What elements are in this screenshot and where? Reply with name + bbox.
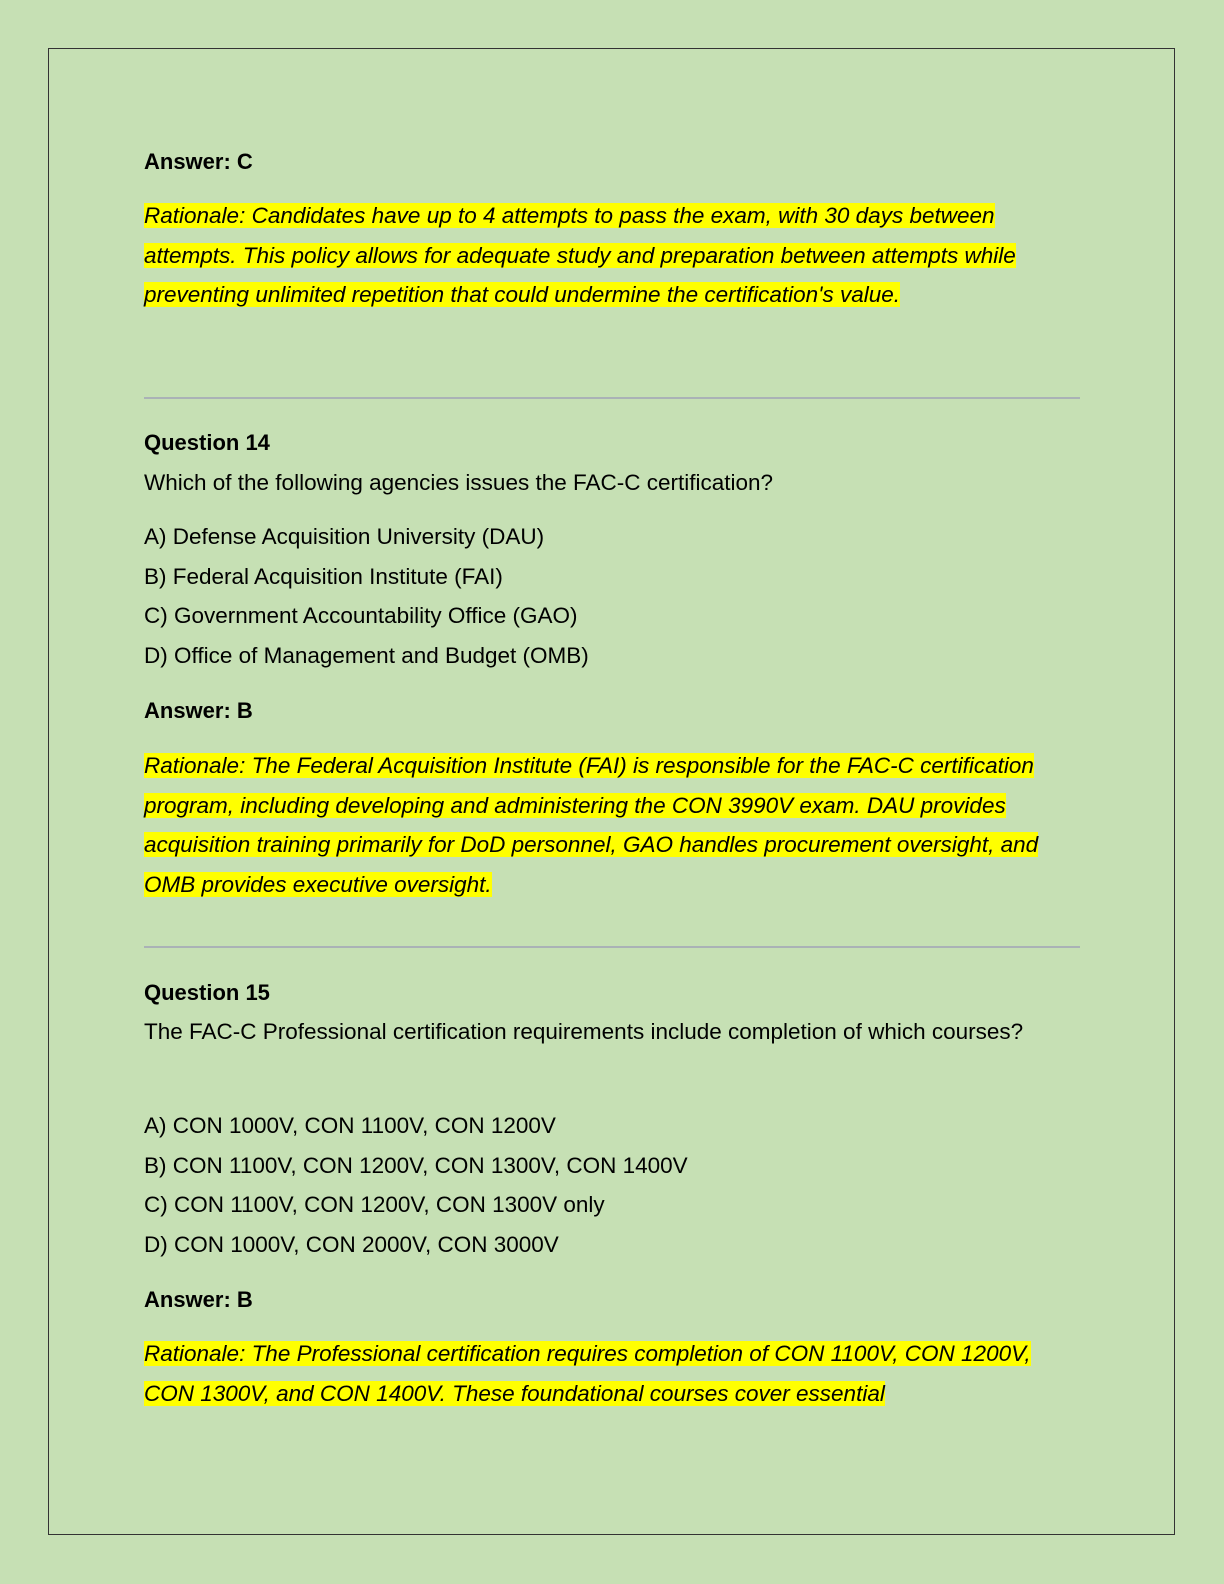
option-d: D) CON 1000V, CON 2000V, CON 3000V (144, 1231, 559, 1257)
rationale-highlight: Rationale: The Professional certification requires completion of CON 1100V, CON 1200V, CON 1300V, and CON 1400V. These foundational courses cover essential (144, 1341, 1031, 1406)
section-divider (144, 397, 1080, 399)
question-text: Which of the following agencies issues the FAC-C certification? (144, 470, 774, 495)
rationale-text (144, 1334, 1084, 1413)
section-divider (144, 946, 1080, 948)
option-b: B) Federal Acquisition Institute (FAI) (144, 563, 503, 589)
answer-label: Answer: B (144, 1287, 253, 1312)
question-title: Question 15 (144, 980, 270, 1005)
rationale-highlight: Rationale: Candidates have up to 4 attempts to pass the exam, with 30 days between attempts. This policy allows for adequate study and preparation between attempts while preventing unlimited repetition that could undermine the certification's value. (144, 203, 1016, 307)
rationale-highlight: Rationale: The Federal Acquisition Institute (FAI) is responsible for the FAC-C certification program, including developing and administering the CON 3990V exam. DAU provides acquisition training primarily for DoD personnel, GAO handles procurement oversight, and OMB provides executive oversight. (144, 753, 1039, 897)
option-d: D) Office of Management and Budget (OMB) (144, 642, 589, 668)
question-text: The FAC-C Professional certification requirements include completion of which courses? (144, 1019, 1024, 1044)
answer-label: Answer: B (144, 698, 253, 723)
option-a: A) CON 1000V, CON 1100V, CON 1200V (144, 1113, 556, 1138)
option-c: C) CON 1100V, CON 1200V, CON 1300V only (144, 1192, 605, 1217)
answer-label: Answer: C (144, 149, 253, 174)
answer-options (144, 1106, 688, 1264)
question-title: Question 14 (144, 430, 270, 455)
option-b: B) CON 1100V, CON 1200V, CON 1300V, CON 1400V (144, 1152, 688, 1178)
rationale-text (144, 196, 1084, 315)
answer-options (144, 517, 589, 675)
option-a: A) Defense Acquisition University (DAU) (144, 524, 545, 549)
rationale-text (144, 746, 1084, 904)
option-c: C) Government Accountability Office (GAO) (144, 603, 578, 628)
